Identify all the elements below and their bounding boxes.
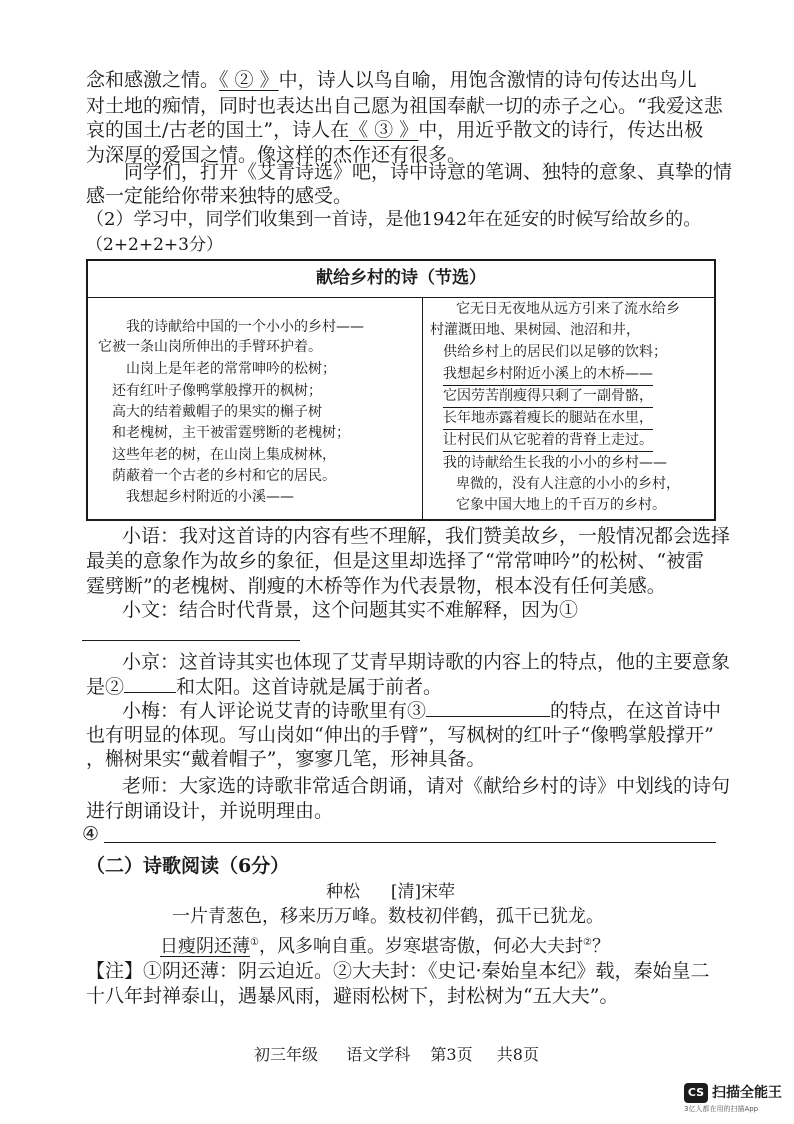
poem-left-line: 它被一条山岗所伸出的手臂环护着。	[98, 339, 322, 355]
answer-line-1[interactable]	[82, 640, 300, 641]
intro-line-2: 对土地的痴情，同时也表达出自己愿为祖国奉献一切的赤子之心。“我爱这悲	[86, 95, 723, 117]
poem2-line-1: 一片青葱色，移来历万峰。数枝初伴鹤，孤干已犹龙。	[172, 906, 604, 927]
poem-divider	[422, 297, 423, 519]
answer-line-4[interactable]	[104, 842, 716, 843]
poem-right-line-underlined: 让村民们从它驼着的背脊上走过。	[443, 430, 653, 452]
poem-right-line: 它象中国大地上的千百万的乡村。	[456, 497, 666, 513]
poem-right-line-underlined: 长年地赤露着瘦长的腿站在水里，	[443, 408, 653, 430]
dialog-q4-label: ④	[82, 823, 100, 845]
poem-title: 献给乡村的诗（节选）	[88, 261, 714, 298]
dialog-xiaomei-2: 也有明显的体现。写山岗如“伸出的手臂”，写枫树的红叶子“像鸭掌般撑开”	[86, 724, 714, 746]
intro-line-1: 念和感激之情。《 ② 》中，诗人以鸟自喻，用饱含激情的诗句传达出鸟儿	[86, 69, 697, 91]
dialog-xiaomei-1: 小梅：有人评论说艾青的诗歌里有③ 的特点，在这首诗中	[122, 700, 722, 722]
poem-left-line: 我想起乡村附近的小溪——	[126, 489, 294, 505]
poem2-title: 种松	[326, 882, 360, 902]
poem-right-line: 供给乡村上的居民们以足够的饮料；	[443, 344, 667, 360]
footer-page: 第3页	[430, 1045, 473, 1064]
answer-blank-2[interactable]	[124, 674, 176, 693]
dialog-xiaowen: 小文：结合时代背景，这个问题其实不难解释，因为①	[122, 599, 579, 621]
poem-right-line: 卑微的，没有人注意的小小的乡村，	[456, 476, 680, 492]
footer-total: 共8页	[496, 1045, 539, 1064]
footer	[254, 1043, 539, 1067]
poem-right-line: 村灌溉田地、果树园、池沼和井，	[430, 322, 640, 338]
poem-left-line: 这些年老的树，在山岗上集成树林，	[112, 447, 336, 463]
intro-line-6: 感一定能给你带来独特的感受。	[86, 185, 353, 207]
dialog-teacher-2: 进行朗诵设计，并说明理由。	[86, 800, 334, 822]
poem2-note-2: 十八年封禅泰山，遇暴风雨，避雨松树下，封松树为“五大夫”。	[86, 985, 619, 1007]
poem-right-line-underlined: 我想起乡村附近小溪上的木桥——	[443, 364, 653, 386]
dialog-xiaojing-1: 小京：这首诗其实也体现了艾青早期诗歌的内容上的特点，他的主要意象	[122, 651, 731, 673]
answer-blank-3[interactable]	[426, 698, 550, 717]
poem-left-line: 荫蔽着一个古老的乡村和它的居民。	[112, 468, 336, 484]
poem-left-line: 山岗上是年老的常常呻吟的松树；	[126, 361, 336, 377]
scanner-app-name: 扫描全能王	[712, 1085, 782, 1101]
blank-2: 《 ② 》	[219, 69, 279, 91]
poem-left-line: 和老槐树，主干被雷霆劈断的老槐树；	[112, 425, 350, 441]
footer-grade: 初三年级	[254, 1045, 319, 1064]
question-2-score: （2+2+2+3分）	[86, 235, 223, 255]
scanner-tagline: 3亿人都在用的扫描App	[684, 1105, 759, 1113]
dialog-xiaoyu-1: 小语：我对这首诗的内容有些不理解，我们赞美故乡，一般情况都会选择	[122, 525, 731, 547]
footer-subject: 语文学科	[346, 1045, 411, 1064]
poem-left-line: 我的诗献给中国的一个小小的乡村——	[126, 319, 364, 335]
scanner-logo-icon: CS	[684, 1083, 708, 1103]
dialog-teacher-1: 老师：大家选的诗歌非常适合朗诵，请对《献给乡村的诗》中划线的诗句	[122, 775, 731, 797]
dialog-xiaoyu-3: 霆劈断”的老槐树、削瘦的木桥等作为代表景物，根本没有任何美感。	[86, 575, 666, 597]
poem-right-line-underlined: 它因劳苦削瘦得只剩了一副骨骼，	[443, 386, 653, 408]
blank-3: 《 ③ 》	[349, 119, 419, 141]
poem-left-line: 还有红叶子像鸭掌般撑开的枫树；	[112, 383, 322, 399]
question-2-text: （2）学习中，同学们收集到一首诗，是他1942年在延安的时候写给故乡的。	[86, 209, 702, 230]
intro-line-3: 哀的国土/古老的国土”，诗人在《 ③ 》中，用近乎散文的诗行，传达出极	[86, 119, 704, 141]
intro-line-4: 为深厚的爱国之情。像这样的杰作还有很多。	[86, 144, 467, 166]
poem2-title-line	[326, 880, 455, 904]
poem-right-line: 我的诗献给生长我的小小的乡村——	[443, 455, 667, 471]
poem-left-line: 高大的结着戴帽子的果实的槲子树	[112, 404, 322, 420]
dialog-xiaojing-2: 是② 和太阳。这首诗就是属于前者。	[86, 676, 443, 698]
poem2-underlined-phrase: 日瘦阴还薄	[160, 936, 250, 957]
section-2-heading: （二）诗歌阅读（6分）	[86, 855, 290, 877]
dialog-xiaomei-3: ，槲树果实“戴着帽子”，寥寥几笔，形神具备。	[86, 748, 486, 770]
dialog-xiaoyu-2: 最美的意象作为故乡的象征，但是这里却选择了“常常呻吟”的松树、“被雷	[86, 550, 705, 572]
poem2-note-1: 【注】①阴还薄：阴云迫近。②大夫封：《史记·秦始皇本纪》载，秦始皇二	[86, 960, 710, 982]
poem2-line-2: 日瘦阴还薄①，风多响自重。岁寒堪寄傲，何必大夫封②？	[160, 936, 610, 957]
intro-line-5: 同学们，打开《艾青诗选》吧，诗中诗意的笔调、独特的意象、真挚的情	[124, 161, 733, 183]
poem2-author: [清]宋荦	[390, 882, 456, 902]
poem-right-line: 它无日无夜地从远方引来了流水给乡	[456, 301, 680, 317]
poem-box	[86, 259, 716, 521]
